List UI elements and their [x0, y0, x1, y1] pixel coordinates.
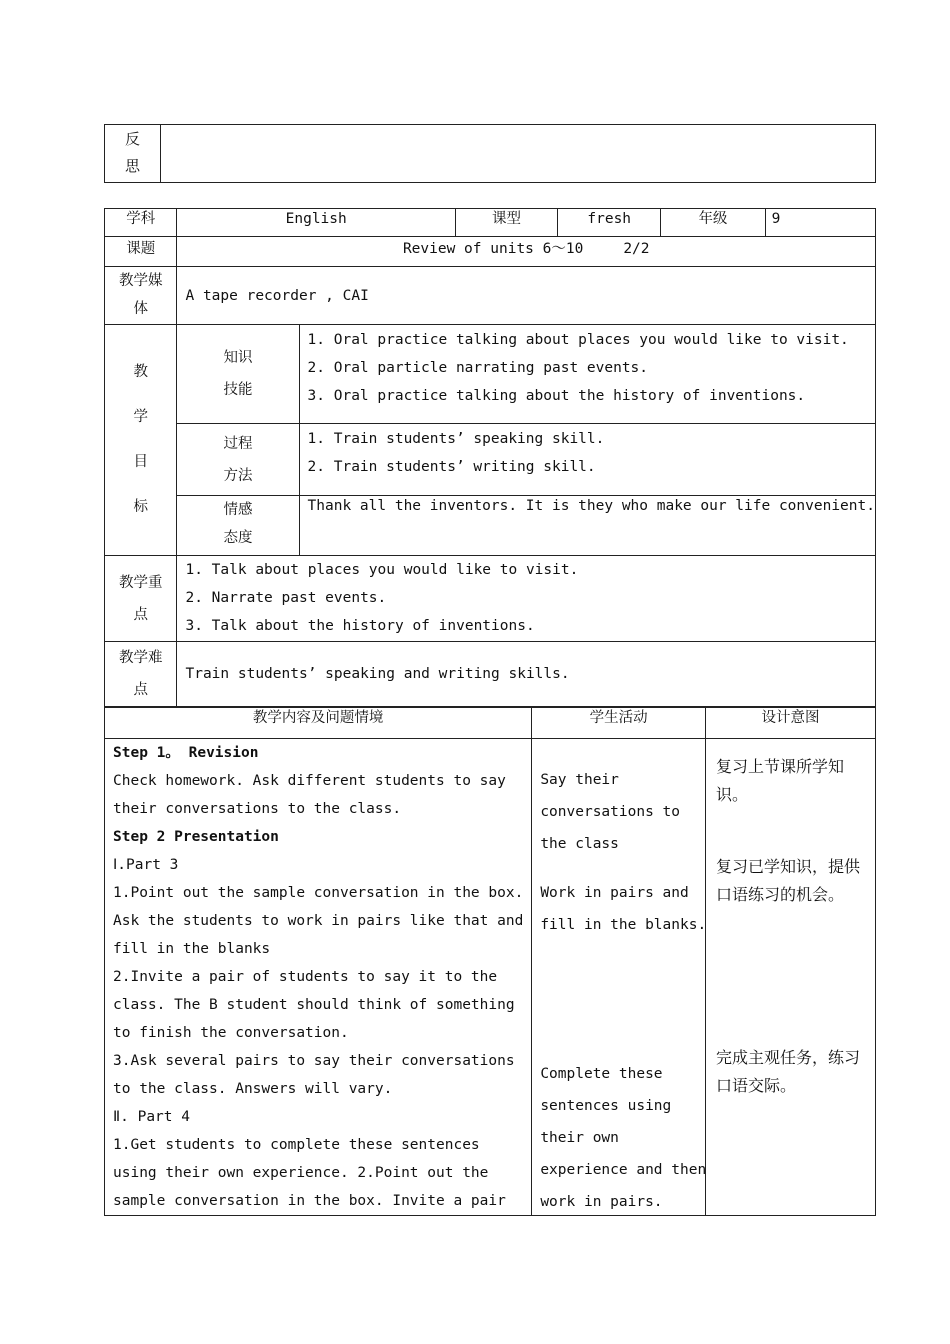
process-items [299, 424, 875, 496]
goals-label: 教 学 目 标 [105, 325, 177, 556]
list-item: 1. Talk about places you would like to visit. [185, 562, 579, 578]
topic-period: 2/2 [623, 241, 650, 257]
activity-3: Complete these sentences using their own experience and then work in pairs. [540, 1066, 707, 1210]
header-content: 教学内容及问题情境 [105, 708, 532, 739]
knowledge-items [299, 325, 875, 424]
grade-label: 年级 [661, 209, 765, 237]
key-points-items [177, 556, 876, 642]
difficulties-text: Train students’ speaking and writing skills. [177, 642, 876, 707]
subject-label: 学科 [105, 209, 177, 237]
intent-2: 复习已学知识，提供 口语练习的机会。 [716, 857, 861, 904]
design-intent [706, 739, 876, 1216]
step1-title: Step 1。 Revision [113, 745, 259, 761]
list-item: 1. Oral practice talking about places you would like to visit. [307, 332, 849, 348]
activity-2: Work in pairs and fill in the blanks. [540, 885, 707, 933]
header-intent: 设计意图 [706, 708, 876, 739]
media-label: 教学媒 体 [105, 267, 177, 325]
intent-1: 复习上节课所学知 识。 [716, 757, 845, 804]
part3-title: Ⅰ.Part 3 [113, 857, 179, 873]
topic-label: 课题 [105, 237, 177, 267]
list-item: 2. Narrate past events. [185, 590, 387, 606]
grade-value: 9 [765, 209, 875, 237]
teaching-process-table [104, 707, 876, 1216]
difficulties-label: 教学难 点 [105, 642, 177, 707]
topic-value [177, 237, 876, 267]
key-points-label: 教学重 点 [105, 556, 177, 642]
emotion-text: Thank all the inventors. It is they who make our life convenient. [299, 496, 875, 556]
intent-3: 完成主观任务，练习 口语交际。 [716, 1048, 861, 1095]
emotion-label: 情感 态度 [177, 496, 299, 556]
knowledge-label: 知识 技能 [177, 325, 299, 424]
lesson-info-table [104, 208, 876, 707]
header-activity: 学生活动 [532, 708, 706, 739]
topic-title: Review of units 6～10 [402, 241, 584, 257]
list-item: 2. Train students’ writing skill. [307, 459, 596, 475]
media-value: A tape recorder , CAI [177, 267, 876, 325]
part4-title: Ⅱ. Part 4 [113, 1109, 190, 1125]
step2-title: Step 2 Presentation [113, 829, 279, 845]
lesson-type-label: 课型 [455, 209, 557, 237]
list-item: 3. Talk about the history of inventions. [185, 618, 535, 634]
process-label: 过程 方法 [177, 424, 299, 496]
reflection-label: 反 思 [105, 125, 161, 183]
reflection-content [161, 125, 876, 183]
lesson-type-value: fresh [558, 209, 661, 237]
list-item: 3. Oral practice talking about the history of inventions. [307, 388, 806, 404]
subject-value: English [177, 209, 455, 237]
activity-1: Say their conversations to the class [540, 772, 680, 852]
reflection-table [104, 124, 876, 183]
list-item: 2. Oral particle narrating past events. [307, 360, 649, 376]
list-item: 1. Train students’ speaking skill. [307, 431, 605, 447]
student-activities [532, 739, 706, 1216]
teaching-content: Step 1。 Revision Check homework. Ask different students to say their conversations to the class. Step 2 Presentation Ⅰ.Part 3 1.Point out the sample conversation in the box. Ask the students to work in pairs like that and fill in the blanks 2.Invite a pair of students to say it to the class. The B student should think of something to finish the conversation. 3.Ask several pairs to say their conversations to the class. Answers will vary. Ⅱ. Part 4 1.Get students to complete these sentences using their own experience. 2.Point out the sample conversation in the box. Invite a pair [105, 739, 532, 1216]
